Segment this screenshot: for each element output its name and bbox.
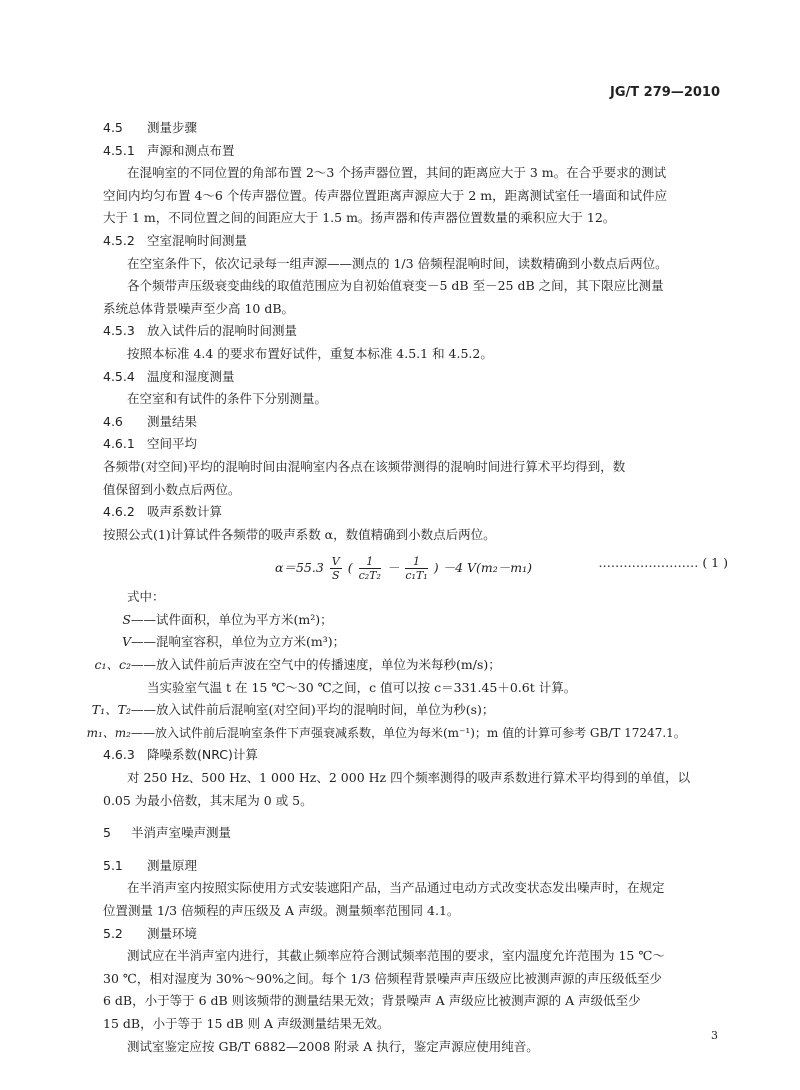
paragraph-line: 30 ℃，相对湿度为 30%～90%之间。每个 1/3 倍频程背景噪声声压级应比被测声源的声压级低至少 bbox=[103, 970, 662, 986]
definition-line: m₁、m₂——放入试件前后混响室条件下声强衰减系数，单位为每米(m⁻¹)；m 值的计算可参考 GB/T 17247.1。 bbox=[86, 725, 686, 740]
definition-line: c₁、c₂——放入试件前后声波在空气中的传播速度，单位为米每秒(m/s)； bbox=[94, 657, 501, 673]
paragraph-line: 测试应在半消声室内进行，其截止频率应符合测试频率范围的要求，室内温度允许范围为 15 ℃～ bbox=[127, 948, 665, 964]
heading-4-6: 4.6 测量结果 bbox=[103, 413, 198, 429]
heading-4-5: 4.5 测量步骤 bbox=[103, 120, 198, 135]
heading-4-6-1: 4.6.1 空间平均 bbox=[103, 436, 198, 452]
paragraph-line: 大于 1 m，不同位置之间的间距应大于 1.5 m。扬声器和传声器位置数量的乘积应大于 12。 bbox=[103, 210, 616, 226]
page-number: 3 bbox=[711, 1029, 718, 1042]
fraction-1-over-c2t2: $\frac{1}{\text{c₂T₂}}$ bbox=[358, 555, 381, 583]
paragraph-line: 对 250 Hz、500 Hz、1 000 Hz、2 000 Hz 四个频率测得的吸声系数进行算术平均得到的单值，以 bbox=[127, 770, 691, 786]
heading-4-5-3: 4.5.3 放入试件后的混响时间测量 bbox=[103, 323, 298, 339]
paragraph-line: 空间内均匀布置 4～6 个传声器位置。传声器位置距离声源应大于 2 m，距离测试室任一墙面和试件应 bbox=[103, 187, 668, 203]
paragraph-line: 位置测量 1/3 倍频程的声压级及 A 声级。测量频率范围同 4.1。 bbox=[103, 903, 460, 918]
heading-5-1: 5.1 测量原理 bbox=[103, 857, 198, 873]
formula-lhs: α＝55.3 bbox=[275, 560, 324, 576]
paragraph-line: 15 dB，小于等于 15 dB 则 A 声级测量结果无效。 bbox=[103, 1015, 390, 1031]
paragraph-line: 在混响室的不同位置的角部布置 2～3 个扬声器位置，其间的距离应大于 3 m。在合乎要求的测试 bbox=[127, 165, 667, 181]
fraction-v-over-s: $\frac{V}{S}$ bbox=[331, 555, 340, 583]
paragraph-line: 6 dB，小于等于 6 dB 则该频带的测量结果无效；背景噪声 A 声级应比被测声源的 A 声级低至少 bbox=[103, 993, 641, 1009]
paragraph-line: 在空室和有试件的条件下分别测量。 bbox=[127, 391, 328, 407]
definition-note: 当实验室气温 t 在 15 ℃～30 ℃之间，c 值可以按 c＝331.45＋0.6t 计算。 bbox=[147, 679, 577, 695]
formula-expression: α＝55.3 $\frac{V}{S}$ ( $\frac{1}{\text{c₂T₂}}$ － $\frac{1}{\text{c₁T₁}}$ ) －4 V(m₂－m₁) bbox=[275, 555, 533, 583]
paragraph-line: 各频带(对空间)平均的混响时间由混响室内各点在该频带测得的混响时间进行算术平均得到，数 bbox=[103, 458, 626, 474]
document-body bbox=[86, 117, 728, 1058]
heading-4-6-3: 4.6.3 降噪系数(NRC)计算 bbox=[103, 747, 258, 763]
paragraph-line: 0.05 为最小倍数，其末尾为 0 或 5。 bbox=[103, 792, 313, 808]
paragraph-line: 在半消声室内按照实际使用方式安装遮阳产品，当产品通过电动方式改变状态发出噪声时，在规定 bbox=[127, 880, 665, 896]
formula-1 bbox=[103, 546, 728, 586]
paragraph-line: 系统总体背景噪声至少高 10 dB。 bbox=[103, 300, 295, 316]
formula-rhs: －4 V(m₂－m₁) bbox=[442, 560, 533, 576]
doc-code: JG/T 279—2010 bbox=[610, 85, 720, 100]
definition-line: T₁、T₂——放入试件前后混响室(对空间)平均的混响时间，单位为秒(s)； bbox=[91, 702, 495, 718]
paragraph-line: 按照公式(1)计算试件各频带的吸声系数 α，数值精确到小数点后两位。 bbox=[103, 526, 496, 542]
paragraph-line: 值保留到小数点后两位。 bbox=[103, 481, 241, 497]
heading-4-6-2: 4.6.2 吸声系数计算 bbox=[103, 504, 223, 520]
where-label: 式中： bbox=[127, 589, 165, 605]
heading-4-5-4: 4.5.4 温度和湿度测量 bbox=[103, 368, 235, 384]
paragraph-line: 测试室鉴定应按 GB/T 6882—2008 附录 A 执行，鉴定声源应使用纯音。 bbox=[127, 1038, 539, 1054]
paragraph-line: 各个频带声压级衰变曲线的取值范围应为自初始值衰变－5 dB 至－25 dB 之间，其下限应比测量 bbox=[127, 278, 664, 294]
definition-line: V——混响室容积，单位为立方米(m³)； bbox=[121, 634, 346, 650]
heading-5-2: 5.2 测量环境 bbox=[103, 925, 198, 941]
paragraph-line: 按照本标准 4.4 的要求布置好试件，重复本标准 4.5.1 和 4.5.2。 bbox=[127, 345, 493, 361]
heading-4-5-2: 4.5.2 空室混响时间测量 bbox=[103, 232, 248, 248]
formula-number: …………………… ( 1 ) bbox=[598, 555, 728, 571]
fraction-1-over-c1t1: $\frac{1}{\text{c₁T₁}}$ bbox=[405, 555, 428, 583]
heading-4-5-1: 4.5.1 声源和测点布置 bbox=[103, 142, 235, 158]
paragraph-line: 在空室条件下，依次记录每一组声源——测点的 1/3 倍频程混响时间，读数精确到小数点后两位。 bbox=[127, 255, 668, 271]
definition-line: S——试件面积，单位为平方米(m²)； bbox=[122, 611, 333, 627]
formula-minus: － bbox=[386, 560, 400, 576]
heading-5: 5 半消声室噪声测量 bbox=[103, 825, 232, 841]
